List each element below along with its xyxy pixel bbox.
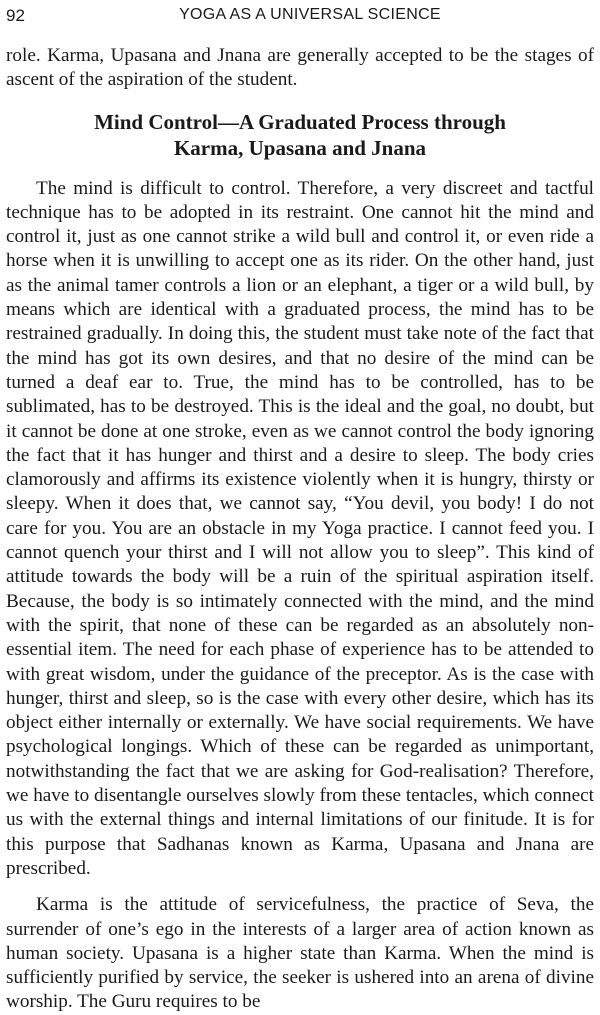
page-body — [6, 44, 594, 1015]
paragraph-gap — [6, 881, 594, 893]
page-number: 92 — [6, 6, 25, 25]
section-heading-line-2: Karma, Upasana and Jnana — [173, 135, 427, 160]
body-paragraph-1: The mind is difficult to control. Therefore, a very discreet and tactful technique has to be adopted in its restraint. One cannot hit the mind and control it, just as one cannot strike a wild bull and control it, or even ride a horse when it is unwilling to accept one as its rider. On the other hand, just as the animal tamer controls a lion or an elephant, a tiger or a wild bull, by means which are identical with a graduated process, the mind has to be restrained gradually. In doing this, the student must take note of the fact that the mind has got its own desires, and that no desire of the mind can be turned a deaf ear to. True, the mind has to be controlled, has to be sublimated, has to be destroyed. This is the ideal and the goal, no doubt, but it cannot be done at one stroke, even as we cannot control the body ignoring the fact that it has hunger and thirst and a desire to sleep. The body cries clamorously and affirms its existence violently when it is hungry, thirsty or sleepy. When it does that, we cannot say, “You devil, you body! I do not care for you. You are an obstacle in my Yoga practice. I cannot feed you. I cannot quench your thirst and I will not allow you to sleep”. This kind of attitude towards the body will be a ruin of the spiritual aspiration itself. Because, the body is so intimately connected with the mind, and the mind with the spirit, that none of these can be regarded as an absolutely non-essential item. The need for each phase of experience has to be attended to with great wisdom, under the guidance of the preceptor. As is the case with hunger, thirst and sleep, so is the case with every other desire, which has its object either internally or externally. We have social requirements. We have psychological longings. Which of these can be regarded as unimportant, notwithstanding the fact that we are asking for God-realisation? Therefore, we have to disentangle ourselves slowly from these tentacles, which connect us with the external things and internal limitations of our finitude. It is for this purpose that Sadhanas known as Karma, Upasana and Jnana are prescribed. — [6, 177, 594, 879]
intro-paragraph: role. Karma, Upasana and Jnana are generally accepted to be the stages of ascent of the aspiration of the student. — [6, 45, 594, 91]
body-paragraph-2: Karma is the attitude of servicefulness, the practice of Seva, the surrender of one’s ego in the interests of a larger area of action known as human society. Upasana is a higher state than Karma. When the mind is sufficiently purified by service, the seeker is ushered into an arena of divine worship. The Guru requires to be — [6, 894, 594, 1013]
section-heading — [6, 109, 594, 161]
running-title: YOGA AS A UNIVERSAL SCIENCE — [179, 6, 441, 23]
section-heading-line-1: Mind Control—A Graduated Process through — [94, 109, 506, 134]
page-header — [0, 0, 600, 30]
